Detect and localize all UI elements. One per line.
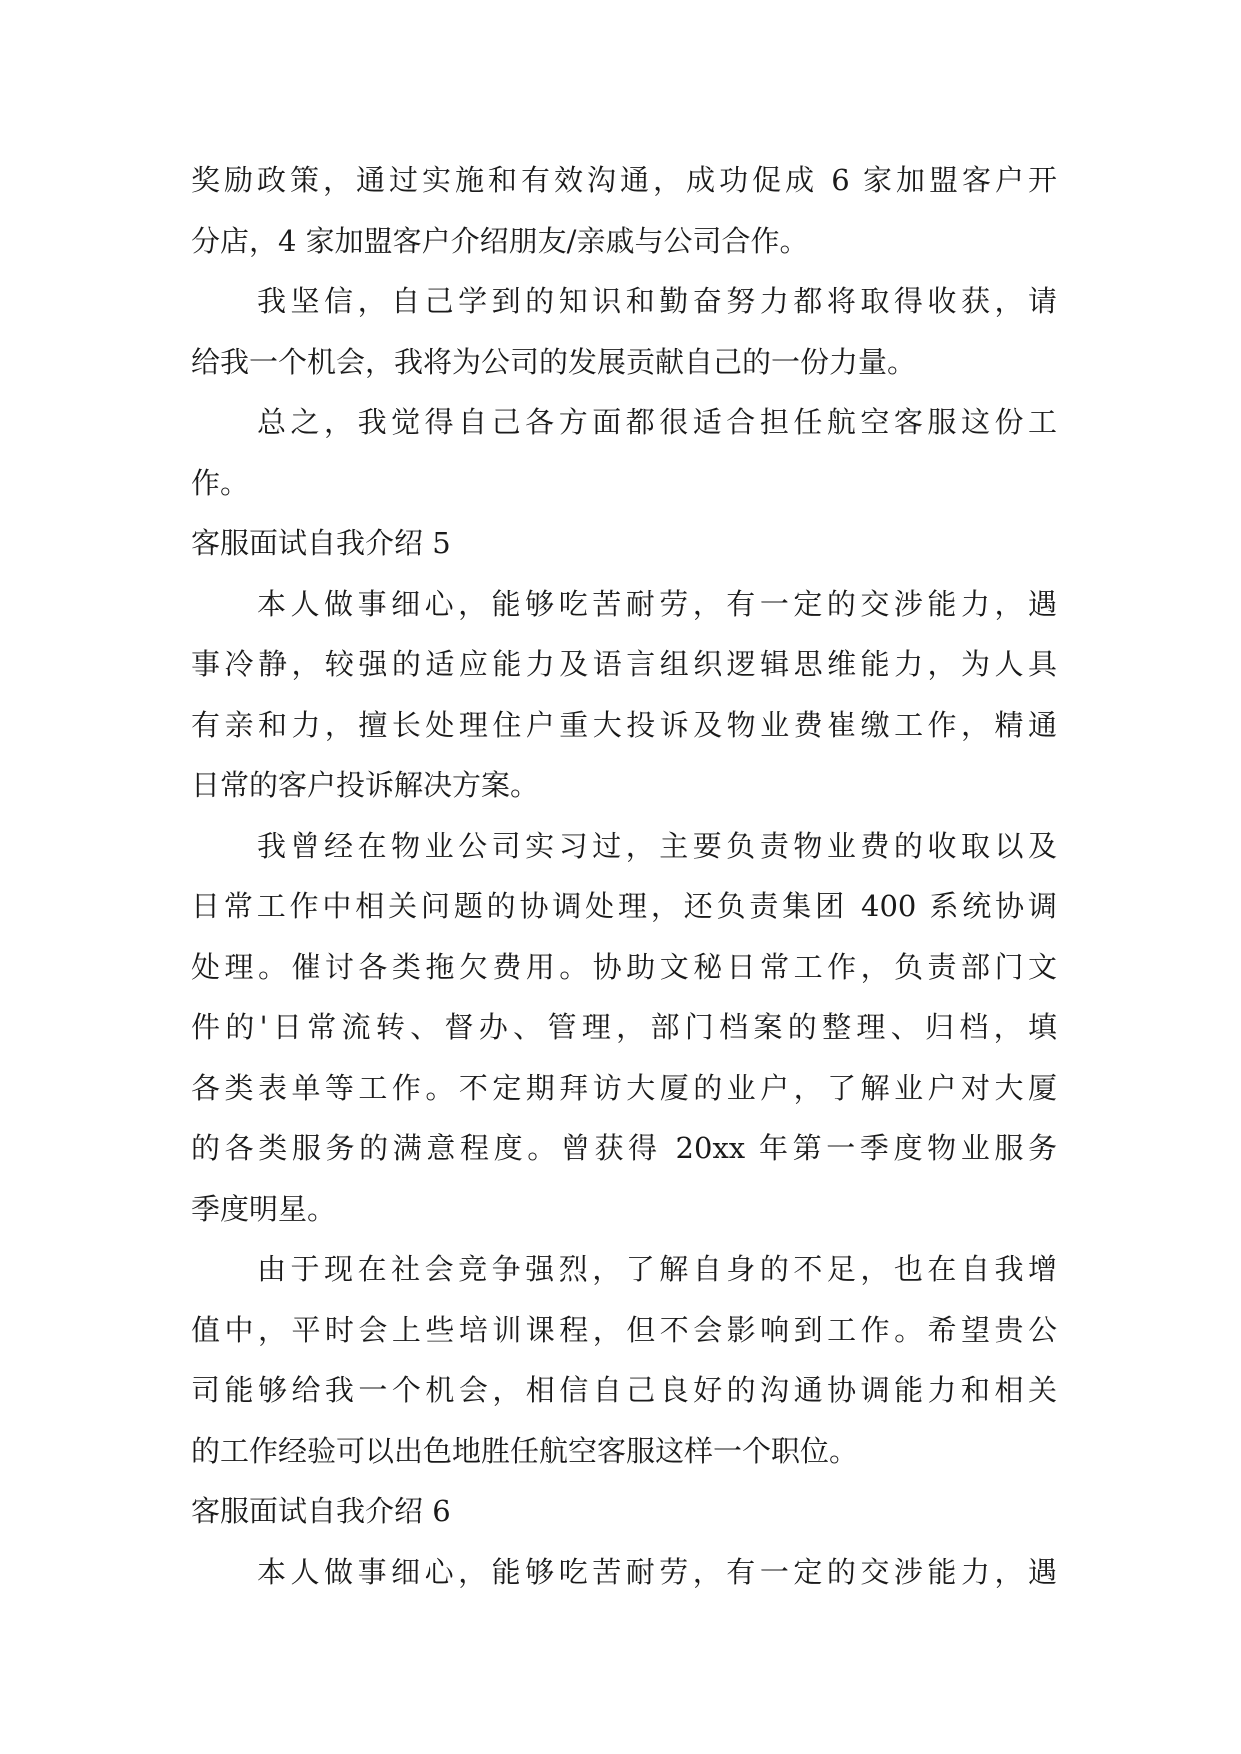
paragraph-start-line: 由于现在社会竞争强烈，了解自身的不足，也在自我增	[257, 1252, 1057, 1286]
text-line: 各类表单等工作。不定期拜访大厦的业户，了解业户对大厦	[191, 1070, 1057, 1105]
section-heading: 客服面试自我介绍 5	[191, 526, 451, 560]
text-line: 日常的客户投诉解决方案。	[191, 768, 540, 802]
paragraph-start-line: 总之，我觉得自己各方面都很适合担任航空客服这份工	[257, 405, 1057, 439]
text-line: 的各类服务的满意程度。曾获得 20xx 年第一季度物业服务	[191, 1131, 1057, 1165]
text-line: 奖励政策，通过实施和有效沟通，成功促成 6 家加盟客户开	[191, 163, 1057, 197]
text-line: 件的'日常流转、督办、管理，部门档案的整理、归档，填	[191, 1010, 1057, 1044]
text-line: 给我一个机会，我将为公司的发展贡献自己的一份力量。	[191, 344, 917, 379]
text-line: 季度明星。	[191, 1191, 337, 1226]
paragraph-start-line: 本人做事细心，能够吃苦耐劳，有一定的交涉能力，遇	[257, 1554, 1057, 1589]
text-line: 有亲和力，擅长处理住户重大投诉及物业费崔缴工作，精通	[191, 707, 1057, 742]
paragraph-start-line: 我曾经在物业公司实习过，主要负责物业费的收取以及	[257, 828, 1057, 863]
text-line: 事冷静，较强的适应能力及语言组织逻辑思维能力，为人具	[191, 647, 1057, 681]
text-line: 司能够给我一个机会，相信自己良好的沟通协调能力和相关	[191, 1373, 1057, 1407]
text-line: 处理。催讨各类拖欠费用。协助文秘日常工作，负责部门文	[191, 949, 1057, 984]
paragraph-start-line: 本人做事细心，能够吃苦耐劳，有一定的交涉能力，遇	[257, 586, 1057, 621]
text-line: 日常工作中相关问题的协调处理，还负责集团 400 系统协调	[191, 889, 1057, 923]
text-line: 作。	[191, 465, 250, 500]
text-line: 分店，4 家加盟客户介绍朋友/亲戚与公司合作。	[191, 223, 809, 258]
text-line: 的工作经验可以出色地胜任航空客服这样一个职位。	[191, 1433, 859, 1468]
text-line: 值中，平时会上些培训课程，但不会影响到工作。希望贵公	[191, 1312, 1057, 1347]
section-heading: 客服面试自我介绍 6	[191, 1494, 451, 1528]
paragraph-start-line: 我坚信，自己学到的知识和勤奋努力都将取得收获，请	[257, 284, 1057, 318]
document-body	[191, 150, 1057, 1602]
